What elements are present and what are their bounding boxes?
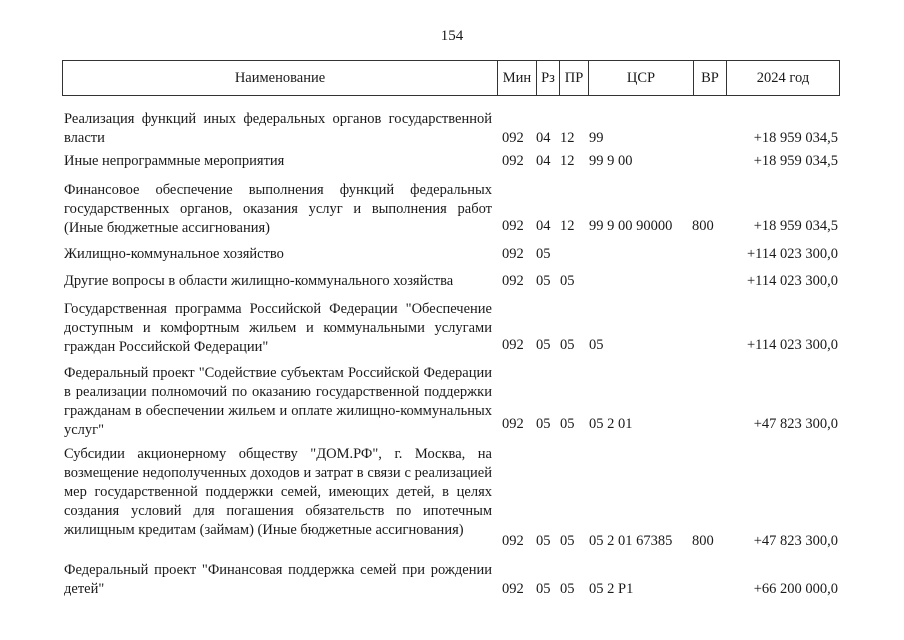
row-min: 092 (502, 416, 524, 432)
table-header (62, 60, 840, 96)
row-min: 092 (502, 153, 524, 169)
row-csr: 99 9 00 90000 (589, 218, 673, 234)
row-pr: 05 (560, 273, 575, 289)
row-rz: 04 (536, 153, 551, 169)
row-name: Субсидии акционерному обществу "ДОМ.РФ", г. Москва, на возмещение недополученных доходов и затрат в связи с реализацией мер государственной поддержки семей, имеющих детей, в целях создания условий для погашения обязательств по ипотечным жилищным кредитам (займам) (Иные бюджетные ассигнования) (64, 446, 492, 538)
header-vr: ВР (694, 61, 727, 96)
row-name: Федеральный проект "Финансовая поддержка семей при рождении детей" (64, 562, 492, 597)
row-name: Финансовое обеспечение выполнения функций федеральных государственных органов, оказания услуг и выполнения работ (Иные бюджетные ассигнования) (64, 182, 492, 236)
row-rz: 05 (536, 273, 551, 289)
row-sum: +66 200 000,0 (753, 581, 838, 597)
row-rz: 04 (536, 218, 551, 234)
header-csr: ЦСР (589, 61, 694, 96)
row-min: 092 (502, 533, 524, 549)
page-number: 154 (440, 28, 464, 44)
row-pr: 12 (560, 153, 575, 169)
header-name: Наименование (63, 61, 498, 96)
row-vr: 800 (692, 533, 714, 549)
row-pr: 05 (560, 581, 575, 597)
row-rz: 05 (536, 416, 551, 432)
row-pr: 05 (560, 416, 575, 432)
header-year: 2024 год (727, 61, 840, 96)
row-rz: 05 (536, 581, 551, 597)
row-name: Жилищно-коммунальное хозяйство (64, 246, 284, 262)
row-csr: 99 (589, 130, 604, 146)
row-min: 092 (502, 581, 524, 597)
row-pr: 12 (560, 218, 575, 234)
row-min: 092 (502, 246, 524, 262)
row-csr: 05 2 01 (589, 416, 633, 432)
row-rz: 05 (536, 337, 551, 353)
row-min: 092 (502, 130, 524, 146)
row-sum: +18 959 034,5 (753, 153, 838, 169)
row-sum: +47 823 300,0 (753, 533, 838, 549)
row-name: Иные непрограммные мероприятия (64, 153, 285, 169)
row-name: Федеральный проект "Содействие субъектам Российской Федерации в реализации полномочий по оказанию государственной поддержки гражданам в обеспечении жильем и оплате жилищно-коммунальных услуг" (64, 365, 492, 438)
row-pr: 12 (560, 130, 575, 146)
header-min: Мин (498, 61, 537, 96)
row-name: Реализация функций иных федеральных органов государственной власти (64, 111, 492, 146)
row-sum: +114 023 300,0 (746, 246, 838, 262)
row-rz: 05 (536, 533, 551, 549)
row-rz: 05 (536, 246, 551, 262)
row-vr: 800 (692, 218, 714, 234)
row-min: 092 (502, 337, 524, 353)
row-csr: 99 9 00 (589, 153, 633, 169)
row-csr: 05 2 01 67385 (589, 533, 673, 549)
row-sum: +47 823 300,0 (753, 416, 838, 432)
row-csr: 05 2 Р1 (589, 581, 634, 597)
row-rz: 04 (536, 130, 551, 146)
row-min: 092 (502, 273, 524, 289)
row-pr: 05 (560, 533, 575, 549)
row-sum: +114 023 300,0 (746, 273, 838, 289)
header-rz: Рз (537, 61, 560, 96)
header-pr: ПР (560, 61, 589, 96)
row-name: Другие вопросы в области жилищно-коммунального хозяйства (64, 273, 454, 289)
row-sum: +18 959 034,5 (753, 130, 838, 146)
row-sum: +18 959 034,5 (753, 218, 838, 234)
row-name: Государственная программа Российской Федерации "Обеспечение доступным и комфортным жильем и коммунальными услугами граждан Российской Федерации" (64, 301, 492, 355)
row-csr: 05 (589, 337, 604, 353)
row-min: 092 (502, 218, 524, 234)
row-pr: 05 (560, 337, 575, 353)
row-sum: +114 023 300,0 (746, 337, 838, 353)
